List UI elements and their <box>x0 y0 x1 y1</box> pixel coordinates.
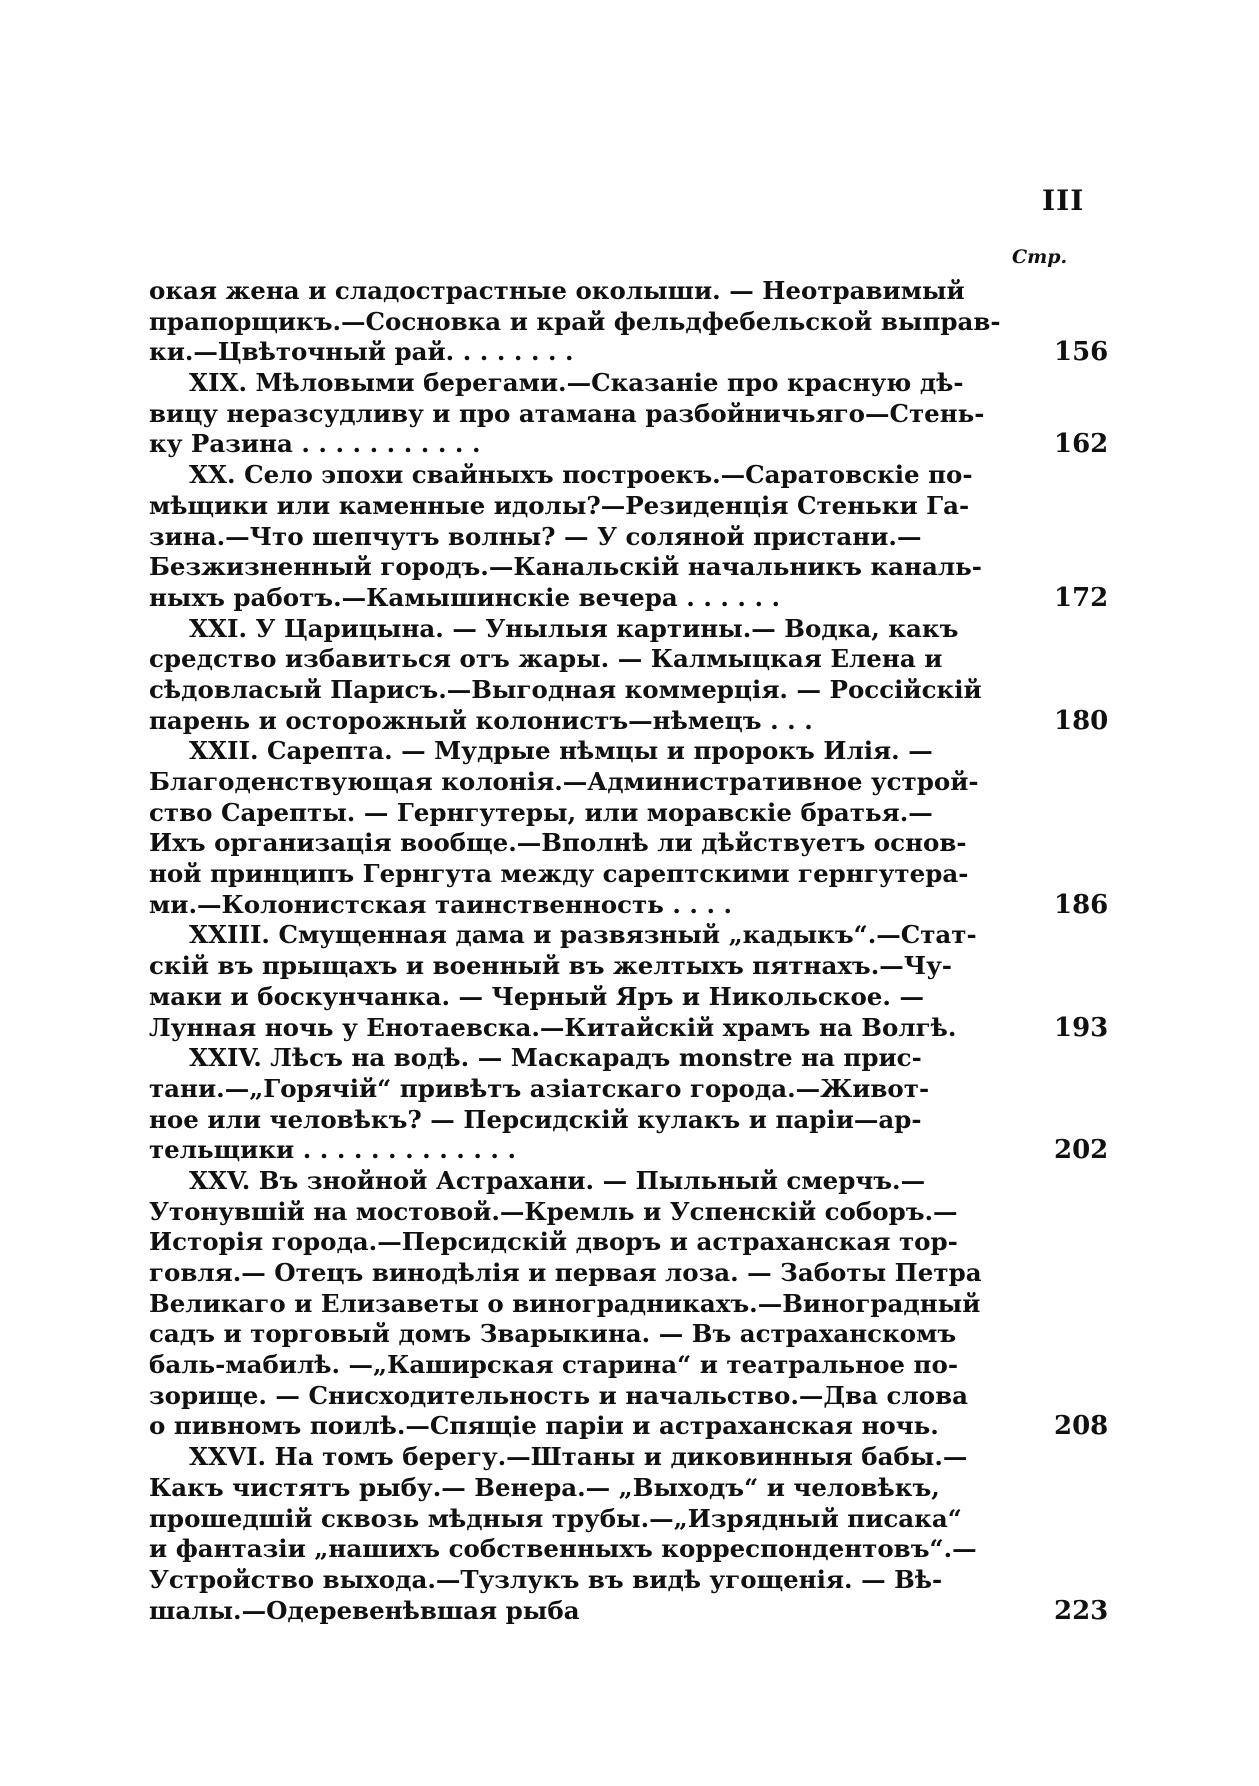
toc-entry <box>149 736 1109 920</box>
toc-entry-line: прошедшій сквозь мѣдныя трубы.—„Изрядный писака“ <box>149 1503 962 1533</box>
toc-entry-line: XXI. У Царицына. — Унылыя картины.— Водка, какъ <box>189 613 959 643</box>
toc-entry-line: ми.—Колонистская таинственность . . . . 186 <box>149 890 1019 921</box>
toc-entry-line: зина.—Что шепчутъ волны? — У соляной пристани.— <box>149 521 922 551</box>
toc-entry-line: средство избавиться отъ жары. — Калмыцкая Елена и <box>149 644 943 674</box>
toc-entry-line: Лунная ночь у Енотаевска.—Китайскій храмъ на Волгѣ. 193 <box>149 1013 1019 1044</box>
toc-entry-line: зорище. — Снисходительность и начальство.—Два слова <box>149 1380 968 1410</box>
toc-entry-line: ство Сарепты. — Гернгутеры, или моравскіе братья.— <box>149 797 933 827</box>
toc-entry-line: Ихъ организація вообще.—Вполнѣ ли дѣйствуетъ основ- <box>149 828 967 858</box>
toc-entry-line: вицу неразсудливу и про атамана разбойничьяго—Стень- <box>149 398 985 428</box>
toc-entry-page: 202 <box>1054 1135 1109 1166</box>
toc-entry-line: XXV. Въ знойной Астрахани. — Пыльный смерчъ.— <box>189 1165 926 1195</box>
toc-entry-line: ки.—Цвѣточный рай. . . . . . . . 156 <box>149 337 1019 368</box>
toc-entry-page: 186 <box>1054 889 1109 920</box>
toc-entry-line: тани.—„Горячій“ привѣтъ азіатскаго города.—Живот- <box>149 1073 930 1103</box>
toc-entry-page: 193 <box>1054 1012 1109 1043</box>
toc-entry-line: XXII. Сарепта. — Мудрые нѣмцы и пророкъ Илія. — <box>189 736 933 766</box>
toc-entry-line: мѣщики или каменные идолы?—Резиденція Стеньки Га- <box>149 490 970 520</box>
toc-entry-line: сѣдовласый Парисъ.—Выгодная коммерція. — Россійскій <box>149 674 982 704</box>
toc-entry-line: Утонувшій на мостовой.—Кремль и Успенскій соборъ.— <box>149 1196 958 1226</box>
toc-entry <box>149 276 1109 368</box>
toc-entry-line: ной принципъ Гернгута между сарептскими гернгутера- <box>149 859 969 889</box>
toc-entry-page: 162 <box>1054 429 1109 460</box>
toc-entry-page: 172 <box>1054 582 1109 613</box>
toc-entry-line: парень и осторожный колонистъ—нѣмецъ . . . 180 <box>149 706 1019 737</box>
toc-entry <box>149 1043 1109 1166</box>
table-of-contents <box>149 276 1109 1626</box>
toc-entry-line: о пивномъ поилѣ.—Спящіе паріи и астраханская ночь. 208 <box>149 1411 1019 1442</box>
toc-entry-line: XXIV. Лѣсъ на водѣ. — Маскарадъ monstre на прис- <box>189 1043 922 1073</box>
toc-entry-line: ное или человѣкъ? — Персидскій кулакъ и паріи—ар- <box>149 1104 922 1134</box>
toc-entry-line: и фантазіи „нашихъ собственныхъ корреспондентовъ“.— <box>149 1534 977 1564</box>
toc-entry-line: XXIII. Смущенная дама и развязный „кадыкъ“.—Стат- <box>189 920 977 950</box>
toc-entry-line: Устройство выхода.—Тузлукъ въ видѣ угощенія. — Вѣ- <box>149 1564 943 1594</box>
toc-entry-line: Безжизненный городъ.—Канальскій начальникъ каналь- <box>149 552 982 582</box>
toc-entry-line: прапорщикъ.—Сосновка и край фельдфебельской выправ- <box>149 306 1001 336</box>
toc-entry-line: XIX. Мѣловыми берегами.—Сказаніе про красную дѣ- <box>189 368 964 398</box>
toc-entry-line: Благоденствующая колонія.—Административное устрой- <box>149 767 979 796</box>
toc-entry-line: говля.— Отецъ винодѣлія и первая лоза. — Заботы Петра <box>149 1258 982 1287</box>
toc-entry-page: 223 <box>1054 1595 1109 1626</box>
toc-entry-line: ку Разина . . . . . . . . . . . 162 <box>149 429 1019 460</box>
toc-entry-page: 208 <box>1054 1411 1109 1442</box>
toc-entry-line: садъ и торговый домъ Зварыкина. — Въ астраханскомъ <box>149 1319 957 1349</box>
toc-entry-line: XX. Село эпохи свайныхъ построекъ.—Саратовскіе по- <box>189 460 973 490</box>
toc-entry <box>149 614 1109 737</box>
toc-entry <box>149 920 1109 1043</box>
page-column-label: Стр. <box>1012 246 1068 268</box>
toc-entry <box>149 460 1109 613</box>
toc-entry-page: 180 <box>1054 705 1109 736</box>
toc-entry <box>149 1442 1109 1626</box>
toc-entry-line: шалы.—Одеревенѣвшая рыба 223 <box>149 1596 1019 1627</box>
toc-entry <box>149 368 1109 460</box>
toc-entry-line: XXVI. На томъ берегу.—Штаны и диковинныя бабы.— <box>189 1442 968 1472</box>
toc-entry-line: ныхъ работъ.—Камышинскіе вечера . . . . . . 172 <box>149 583 1019 614</box>
toc-entry-line: окая жена и сладострастные околыши. — Неотравимый <box>149 276 965 305</box>
toc-entry-page: 156 <box>1054 337 1109 368</box>
toc-entry-line: Великаго и Елизаветы о виноградникахъ.—Виноградный <box>149 1288 981 1318</box>
toc-entry-line: скій въ прыщахъ и военный въ желтыхъ пятнахъ.—Чу- <box>149 951 952 981</box>
toc-entry-line: маки и боскунчанка. — Черный Яръ и Никольское. — <box>149 981 924 1011</box>
toc-entry-line: Какъ чистятъ рыбу.— Венера.— „Выходъ“ и человѣкъ, <box>149 1472 940 1502</box>
page-number: III <box>1042 184 1085 217</box>
toc-entry-line: тельщики . . . . . . . . . . . . . 202 <box>149 1135 1019 1166</box>
toc-entry <box>149 1166 1109 1442</box>
toc-entry-line: баль-мабилѣ. —„Каширская старина“ и театральное по- <box>149 1350 958 1380</box>
toc-entry-line: Исторія города.—Персидскій дворъ и астраханская тор- <box>149 1227 958 1257</box>
